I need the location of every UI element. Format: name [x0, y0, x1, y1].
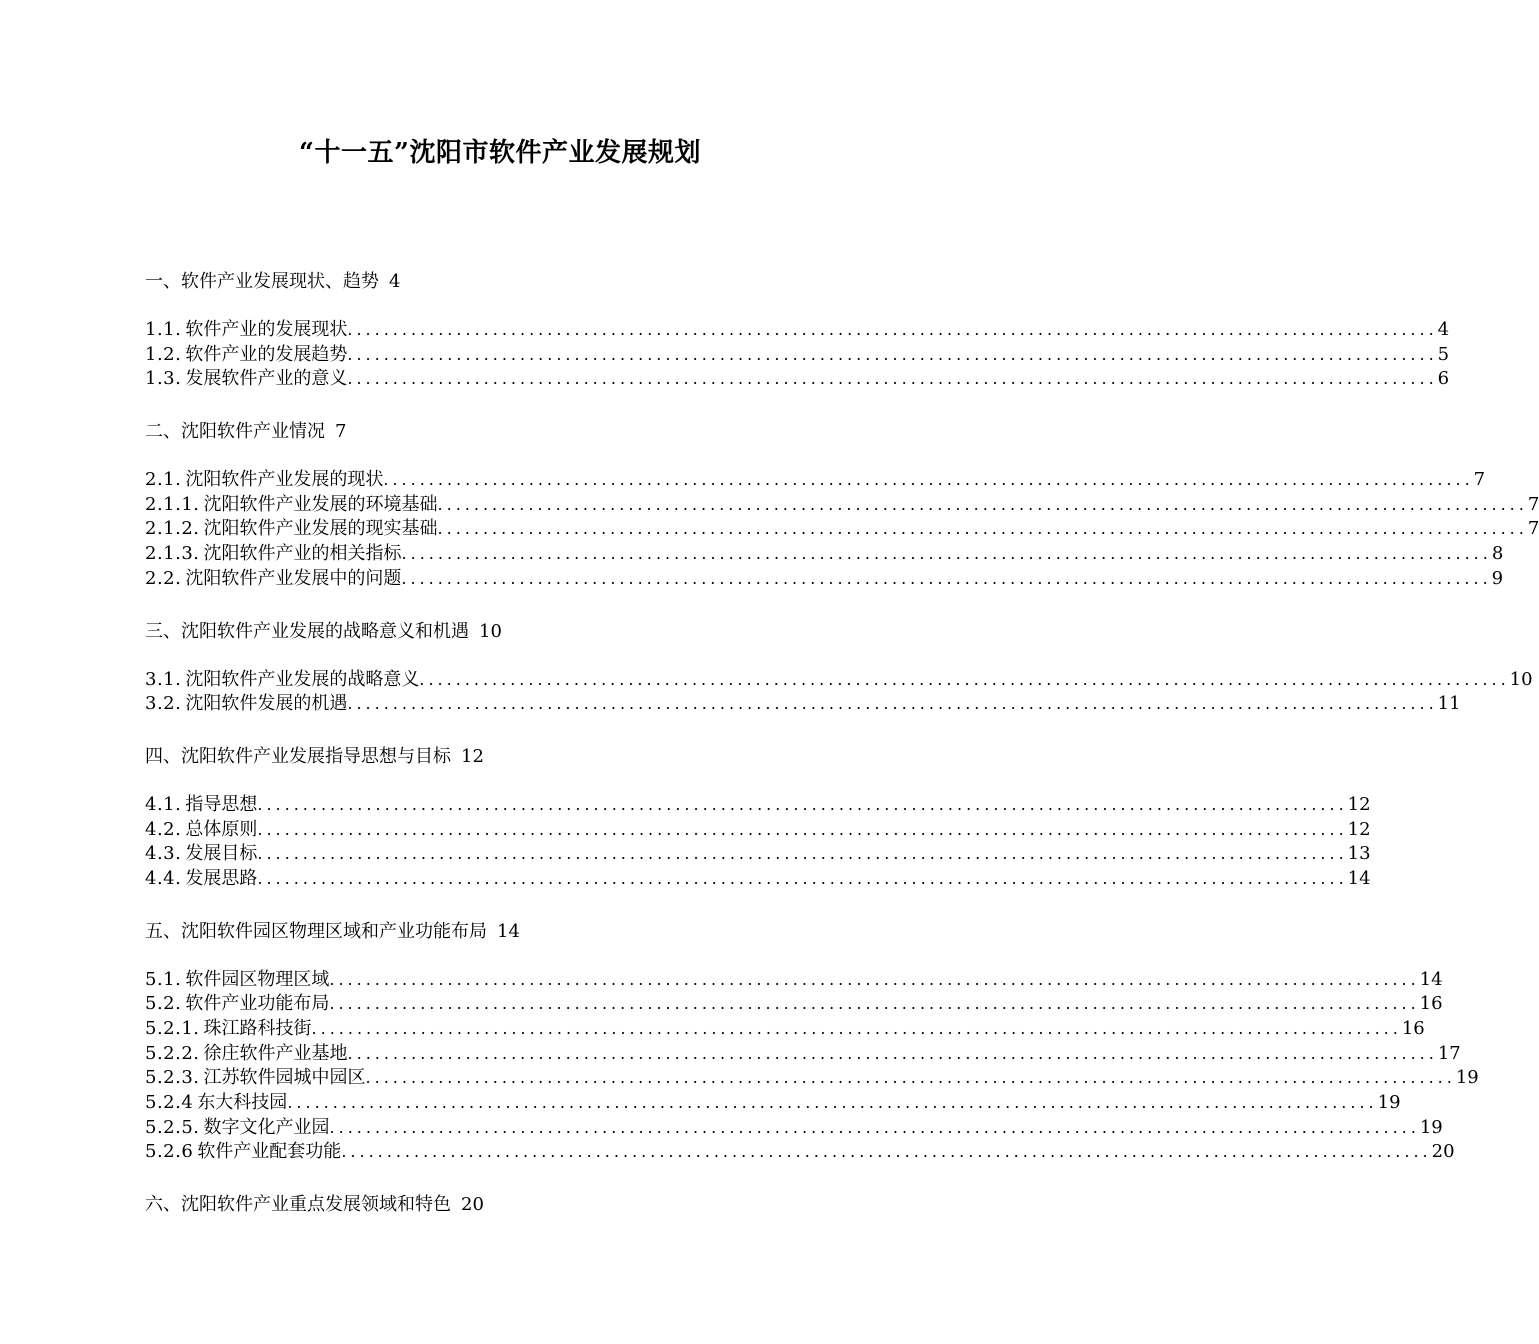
toc-dot-leader: ........................................................................................................................ — [329, 969, 1420, 989]
toc-entry-text: 珠江路科技街 — [203, 1018, 312, 1039]
toc-entry[interactable] — [145, 567, 1504, 592]
toc-entry-text: 软件产业功能布局 — [185, 993, 330, 1015]
toc-entry[interactable] — [145, 1017, 1425, 1042]
toc-dot-leader: ........................................................................................................................ — [329, 1117, 1420, 1137]
toc-dot-leader: ........................................................................................................................ — [257, 844, 1348, 864]
toc-dot-leader: ........................................................................................................................ — [347, 1043, 1438, 1063]
toc-entry[interactable] — [145, 1091, 1401, 1116]
toc-entry[interactable] — [145, 1042, 1461, 1067]
toc-section-title: 六、沈阳软件产业重点发展领域和特色 — [145, 1194, 451, 1216]
toc-section-title: 二、沈阳软件产业情况 — [145, 421, 325, 443]
toc-entry-page-number: 19 — [1419, 1116, 1443, 1138]
toc-entry-text: 沈阳软件产业发展的战略意义 — [185, 668, 420, 690]
toc-entry-text: 软件产业的发展趋势 — [185, 343, 348, 365]
toc-entry[interactable] — [145, 793, 1371, 818]
toc-entry-page-number: 10 — [1509, 668, 1533, 690]
toc-entry[interactable] — [145, 968, 1443, 993]
toc-entry-list — [145, 318, 1450, 392]
toc-section-heading[interactable] — [145, 743, 823, 771]
toc-dot-leader: ........................................................................................................................ — [311, 1019, 1402, 1038]
toc-entry-page-number: 14 — [1347, 867, 1371, 889]
toc-dot-leader: ........................................................................................................................ — [341, 1142, 1432, 1162]
toc-entry-list — [145, 468, 1539, 591]
toc-entry-page-number: 5 — [1437, 343, 1450, 365]
toc-entry-number: 3.1. — [145, 668, 182, 690]
toc-entry-text: 总体原则 — [185, 818, 258, 840]
toc-entry-number: 2.1.3. — [145, 543, 200, 565]
toc-entry-text: 发展目标 — [185, 843, 258, 865]
toc-section-page-number: 10 — [479, 620, 502, 642]
toc-entry-text: 发展思路 — [185, 867, 258, 889]
toc-entry-text: 徐庄软件产业基地 — [203, 1042, 348, 1064]
toc-entry-page-number: 4 — [1437, 319, 1450, 340]
toc-entry[interactable] — [145, 1140, 1455, 1165]
toc-dot-leader: ........................................................................................................................ — [347, 344, 1438, 364]
toc-entry-text: 发展软件产业的意义 — [185, 368, 348, 390]
toc-entry-list — [145, 793, 1371, 892]
toc-dot-leader: ........................................................................................................................ — [365, 1068, 1456, 1088]
toc-entry[interactable] — [145, 818, 1371, 843]
toc-entry-number: 4.3. — [145, 843, 182, 865]
toc-entry[interactable] — [145, 367, 1450, 392]
toc-entry-number: 5.1. — [145, 968, 182, 990]
toc-entry-page-number: 12 — [1347, 818, 1371, 840]
toc-entry-page-number: 9 — [1491, 567, 1504, 589]
toc-entry-page-number: 16 — [1401, 1018, 1425, 1039]
toc-entry[interactable] — [145, 542, 1504, 567]
toc-entry-text: 沈阳软件产业的相关指标 — [203, 543, 402, 565]
toc-entry-page-number: 17 — [1437, 1042, 1461, 1064]
toc-entry-text: 指导思想 — [185, 793, 258, 815]
toc-entry-page-number: 20 — [1431, 1141, 1455, 1163]
toc-entry-number: 1.1. — [145, 319, 182, 340]
toc-section-heading[interactable] — [145, 418, 823, 446]
toc-dot-leader: ........................................................................................................................ — [383, 470, 1474, 490]
toc-dot-leader: ........................................................................................................................ — [347, 369, 1438, 389]
toc-section-title: 四、沈阳软件产业发展指导思想与目标 — [145, 745, 451, 767]
toc-dot-leader: ........................................................................................................................ — [257, 794, 1348, 814]
toc-dot-leader: ........................................................................................................................ — [287, 1093, 1378, 1113]
table-of-contents — [145, 268, 1539, 1241]
toc-entry-text: 沈阳软件产业发展的环境基础 — [203, 493, 438, 515]
toc-entry-list — [145, 668, 1533, 717]
toc-section-heading[interactable] — [145, 268, 823, 296]
toc-entry-number: 4.2. — [145, 818, 182, 840]
toc-entry[interactable] — [145, 842, 1371, 867]
toc-entry-number: 5.2.4 — [145, 1092, 194, 1114]
toc-entry-number: 4.4. — [145, 867, 182, 889]
toc-dot-leader: ........................................................................................................................ — [329, 994, 1420, 1014]
toc-entry-text: 沈阳软件产业发展的现实基础 — [203, 518, 438, 540]
toc-dot-leader: ........................................................................................................................ — [419, 669, 1510, 689]
toc-entry-text: 数字文化产业园 — [203, 1116, 330, 1138]
toc-dot-leader: ........................................................................................................................ — [437, 519, 1528, 539]
toc-entry[interactable] — [145, 1066, 1479, 1091]
toc-entry-page-number: 14 — [1419, 968, 1443, 990]
toc-entry-number: 3.2. — [145, 693, 182, 715]
toc-entry-text: 软件产业配套功能 — [197, 1141, 342, 1163]
toc-entry[interactable] — [145, 493, 1539, 518]
toc-dot-leader: ........................................................................................................................ — [401, 544, 1492, 564]
toc-entry-text: 东大科技园 — [197, 1092, 288, 1114]
toc-entry-page-number: 16 — [1419, 993, 1443, 1015]
toc-section-page-number: 12 — [461, 745, 484, 767]
toc-section-title: 三、沈阳软件产业发展的战略意义和机遇 — [145, 620, 469, 642]
toc-entry-number: 5.2.3. — [145, 1067, 200, 1089]
toc-section-page-number: 20 — [461, 1194, 484, 1216]
toc-entry-page-number: 6 — [1437, 368, 1450, 390]
toc-entry[interactable] — [145, 668, 1533, 693]
toc-entry-page-number: 7 — [1473, 469, 1486, 491]
toc-dot-leader: ........................................................................................................................ — [347, 694, 1438, 714]
toc-entry-text: 软件产业的发展现状 — [185, 319, 348, 340]
toc-section-page-number: 14 — [497, 920, 520, 942]
toc-entry-text: 江苏软件园城中园区 — [203, 1067, 366, 1089]
toc-entry-text: 软件园区物理区域 — [185, 968, 330, 990]
toc-entry-list — [145, 968, 1479, 1166]
toc-entry-page-number: 7 — [1527, 493, 1539, 515]
toc-entry-text: 沈阳软件产业发展的现状 — [185, 469, 384, 491]
toc-entry[interactable] — [145, 1116, 1443, 1141]
toc-entry-number: 5.2.6 — [145, 1141, 194, 1163]
toc-entry-number: 5.2.5. — [145, 1116, 200, 1138]
toc-dot-leader: ........................................................................................................................ — [257, 819, 1348, 839]
toc-section-page-number: 4 — [389, 271, 401, 292]
toc-dot-leader: ........................................................................................................................ — [257, 868, 1348, 888]
toc-entry-page-number: 19 — [1455, 1067, 1479, 1089]
toc-entry-number: 5.2.1. — [145, 1018, 200, 1039]
toc-entry-number: 2.1. — [145, 469, 182, 491]
toc-entry-page-number: 12 — [1347, 793, 1371, 815]
toc-entry-text: 沈阳软件产业发展中的问题 — [185, 567, 402, 589]
toc-entry[interactable] — [145, 867, 1371, 892]
document-title: “十一五”沈阳市软件产业发展规划 — [299, 138, 701, 168]
toc-entry-text: 沈阳软件发展的机遇 — [185, 693, 348, 715]
toc-entry-number: 2.1.1. — [145, 493, 200, 515]
toc-section-title: 五、沈阳软件园区物理区域和产业功能布局 — [145, 920, 487, 942]
toc-entry[interactable] — [145, 992, 1443, 1017]
toc-entry-number: 5.2. — [145, 993, 182, 1015]
toc-section-heading[interactable] — [145, 918, 823, 946]
toc-entry[interactable] — [145, 343, 1450, 368]
toc-entry-number: 1.2. — [145, 343, 182, 365]
toc-dot-leader: ........................................................................................................................ — [437, 494, 1528, 514]
toc-entry-number: 2.2. — [145, 567, 182, 589]
toc-entry[interactable] — [145, 318, 1450, 343]
toc-section-title: 一、软件产业发展现状、趋势 — [145, 271, 379, 292]
toc-section-page-number: 7 — [335, 421, 347, 443]
toc-entry-page-number: 8 — [1491, 543, 1504, 565]
toc-section-heading[interactable] — [145, 618, 823, 646]
toc-entry-page-number: 7 — [1527, 518, 1539, 540]
toc-entry[interactable] — [145, 468, 1486, 493]
toc-dot-leader: ........................................................................................................................ — [401, 568, 1492, 588]
toc-entry-number: 5.2.2. — [145, 1042, 200, 1064]
toc-dot-leader: ........................................................................................................................ — [347, 320, 1438, 339]
toc-section-heading[interactable] — [145, 1191, 823, 1219]
toc-entry-page-number: 13 — [1347, 843, 1371, 865]
toc-entry-page-number: 19 — [1377, 1092, 1401, 1114]
toc-entry-number: 1.3. — [145, 368, 182, 390]
toc-entry[interactable] — [145, 692, 1461, 717]
toc-entry-page-number: 11 — [1437, 693, 1461, 715]
toc-entry[interactable] — [145, 517, 1539, 542]
toc-entry-number: 4.1. — [145, 793, 182, 815]
toc-entry-number: 2.1.2. — [145, 518, 200, 540]
